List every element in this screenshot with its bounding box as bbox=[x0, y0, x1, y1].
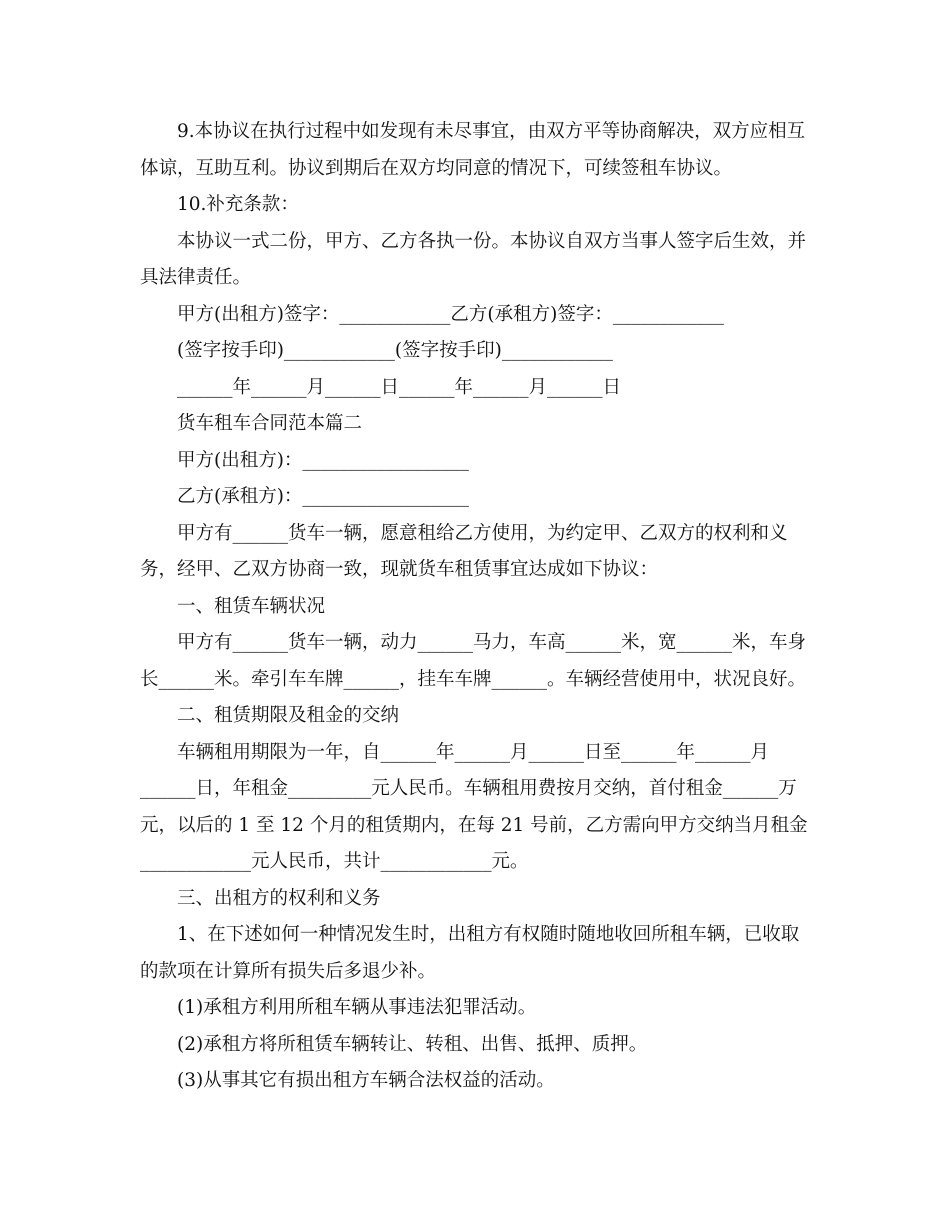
copies-line-1: 本协议一式二份，甲方、乙方各执一份。本协议自双方当事人签字后生效，并 bbox=[177, 230, 807, 252]
list-item-2: (2)承租方将所租赁车辆转让、转租、出售、抵押、质押。 bbox=[177, 1033, 648, 1055]
lessor-rights-line-1: 1、在下述如何一种情况发生时，出租方有权随时随地收回所租车辆，已收取 bbox=[177, 924, 800, 945]
list-item-1: (1)承租方利用所租车辆从事违法犯罪活动。 bbox=[177, 997, 537, 1018]
lease-term-line-2: ______日，年租金_________元人民币。车辆租用费按月交纳，首付租金______万 bbox=[140, 778, 797, 799]
signature-line: 甲方(出租方)签字：____________乙方(承租方)签字：____________ bbox=[177, 303, 724, 325]
party-a-line: 甲方(出租方)：__________________ bbox=[177, 449, 469, 471]
party-b-line: 乙方(承租方)：__________________ bbox=[177, 486, 469, 507]
section-title-template-2: 货车租车合同范本篇二 bbox=[177, 413, 363, 434]
list-item-3: (3)从事其它有损出租方车辆合法权益的活动。 bbox=[177, 1070, 555, 1091]
clause-10-heading: 10.补充条款： bbox=[177, 194, 299, 215]
intro-line-2: 务，经甲、乙双方协商一致，现就货车租赁事宜达成如下协议： bbox=[140, 559, 659, 580]
date-line: ______年______月______日______年______月______日 bbox=[177, 376, 622, 398]
clause-9-line-2: 体谅，互助互利。协议到期后在双方均同意的情况下，可续签租车协议。 bbox=[140, 157, 733, 179]
vehicle-status-line-1: 甲方有______货车一辆，动力______马力，车高______米，宽______米，车身 bbox=[177, 632, 807, 653]
lease-term-line-3: 元，以后的 1 至 12 个月的租赁期内，在每 21 号前，乙方需向甲方交纳当月租金 bbox=[140, 814, 808, 836]
document-body bbox=[140, 114, 820, 1100]
lessor-rights-line-2: 的款项在计算所有损失后多退少补。 bbox=[140, 960, 437, 982]
lease-term-line-1: 车辆租用期限为一年，自______年______月______日至______年______月 bbox=[177, 741, 770, 763]
intro-line-1: 甲方有______货车一辆，愿意租给乙方使用，为约定甲、乙双方的权利和义 bbox=[177, 522, 788, 544]
fingerprint-line: (签字按手印)____________(签字按手印)____________ bbox=[177, 340, 613, 361]
vehicle-status-line-2: 长______米。牵引车车牌______，挂车车牌______。车辆经营使用中，状况良好。 bbox=[140, 668, 807, 690]
lease-term-line-4: ____________元人民币，共计____________元。 bbox=[140, 851, 529, 872]
clause-9-line-1: 9.本协议在执行过程中如发现有未尽事宜，由双方平等协商解决，双方应相互 bbox=[177, 121, 806, 142]
heading-vehicle-status: 一、租赁车辆状况 bbox=[177, 595, 326, 617]
heading-lease-term: 二、租赁期限及租金的交纳 bbox=[177, 705, 400, 726]
copies-line-2: 具法律责任。 bbox=[140, 267, 252, 288]
heading-lessor-rights: 三、出租方的权利和义务 bbox=[177, 887, 381, 909]
